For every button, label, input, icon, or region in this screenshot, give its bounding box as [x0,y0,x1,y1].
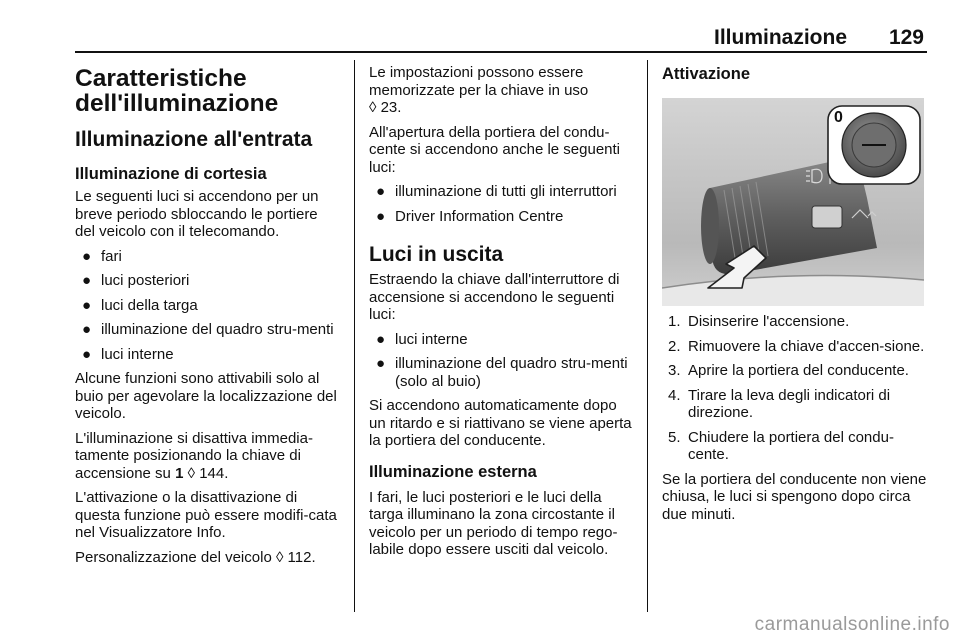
bullet-icon: ● [376,207,386,225]
page-number: 129 [888,26,924,49]
page-reference[interactable]: 23. [380,99,402,116]
subsection-title: Illuminazione all'entrata [75,128,313,151]
column-3 [662,64,928,523]
exit-lights-list [369,331,635,391]
step-item: 2. Rimuovere la chiave d'accen-sione. [668,337,925,355]
list-item: ● luci posteriori [82,272,190,289]
bullet-icon: ● [376,355,386,372]
step-item: 5. Chiudere la portiera del condu-cente. [668,428,894,463]
subheading-courtesy: Illuminazione di cortesia [75,165,267,183]
bullet-icon: ● [82,247,92,265]
bullet-icon: ● [82,321,92,338]
bullet-icon: ● [376,183,386,200]
page-reference[interactable]: 112. [287,548,316,566]
key-position: 1 [175,464,184,482]
paragraph-off: L'illuminazione si disattiva immedia-tamente posizionando la chiave di accensione su 1 ◊ 144. [75,429,313,482]
list-item: ● fari [82,247,122,265]
list-item: ● luci della targa [82,296,198,314]
subsection-title-exit: Luci in uscita [369,243,504,266]
list-item: ● luci interne [376,330,468,348]
watermark: carmanualsonline.info [754,614,950,635]
ignition-position-label: 0 [834,109,843,126]
step-item: 1. Disinserire l'accensione. [668,313,850,330]
list-item: ● illuminazione di tutti gli interruttori [376,183,617,200]
section-title: Caratteristiche dell'illuminazione [75,65,279,117]
lever-end-cap [701,188,719,264]
paragraph-final: Se la portiera del conducente non viene chiusa, le luci si spengono dopo circa due minuti. [662,470,927,523]
paragraph-delay: Si accendono automaticamente dopo un ritardo e si riattivano se viene aperta la portiera del conducente. [369,397,632,449]
paragraph-config: L'attivazione o la disattivazione di questa funzione può essere modifi-cata nel Visualizzatore Info. [75,489,337,541]
activation-steps [662,313,928,464]
column-divider-2 [647,60,648,612]
list-item: ● Driver Information Centre [376,207,564,225]
paragraph-door: All'apertura della portiera del condu-cente si accendono anche le seguenti luci: [369,123,621,176]
page-reference[interactable]: 144. [199,464,229,482]
bullet-icon: ● [82,345,92,363]
step-item: 3. Aprire la portiera del conducente. [668,362,909,379]
list-item: ● illuminazione del quadro stru-menti (solo al buio) [376,355,628,390]
bullet-icon: ● [82,296,92,314]
list-item: ● luci interne [82,345,174,363]
paragraph-personalization: Personalizzazione del veicolo ◊ 112. [75,548,316,566]
reference-arrow-icon: ◊ [369,99,377,116]
subheading-activation: Attivazione [662,65,751,83]
turn-signal-lever-figure [662,98,924,306]
header-title: Illuminazione [713,26,847,49]
intro-paragraph: Le seguenti luci si accendono per un breve periodo sbloccando le portiere del veicolo con il telecomando. [75,188,319,240]
paragraph-dark: Alcune funzioni sono attivabili solo al buio per agevolare la localizzazione del veicolo. [75,370,337,422]
lights-list [75,248,341,364]
subheading-exterior: Illuminazione esterna [369,462,537,481]
paragraph-exit: Estraendo la chiave dall'interruttore di accensione si accendono le seguenti luci: [369,271,620,323]
bullet-icon: ● [82,272,92,289]
page-header [75,26,927,52]
column-1 [75,64,341,566]
column-divider-1 [354,60,355,612]
reference-arrow-icon: ◊ [187,464,196,482]
bullet-icon: ● [376,330,386,348]
header-rule [75,51,927,53]
door-lights-list [369,183,635,225]
step-item: 4. Tirare la leva degli indicatori di direzione. [668,386,891,421]
column-2 [369,64,635,559]
paragraph-exterior: I fari, le luci posteriori e le luci della targa illuminano la zona circostante il veicolo per un periodo di tempo rego-labile dopo essere usciti dal veicolo. [369,488,618,558]
lever-button [812,206,842,228]
list-item: ● illuminazione del quadro stru-menti [82,321,334,338]
reference-arrow-icon: ◊ [275,548,284,566]
paragraph-memo: Le impostazioni possono essere memorizzate per la chiave in uso ◊ 23. [369,64,589,116]
